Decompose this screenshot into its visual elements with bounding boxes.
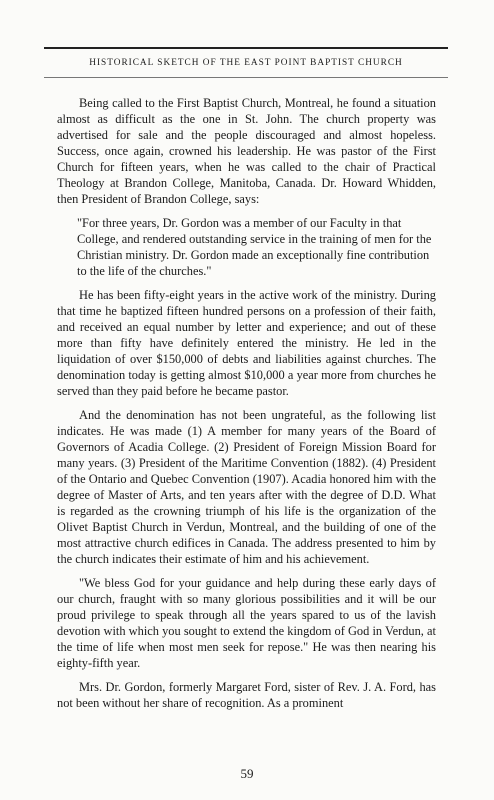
paragraph-first-baptist: Being called to the First Baptist Church, Montreal, he found a situation almost as difficult as the one in St. John. The church property was advertised for sale and the people discouraged and almost hopeless. Success, once again, crowned his leadership. He was pastor of the First Church for fifteen years, when he was called to the chair of Practical Theology at Brandon College, Manitoba, Canada. Dr. Howard Whidden, then President of Brandon College, says: <box>57 96 436 206</box>
running-header: HISTORICAL SKETCH OF THE EAST POINT BAPTIST CHURCH <box>89 58 403 68</box>
page-body <box>57 95 436 719</box>
header-top-rule <box>44 47 448 49</box>
paragraph-ministry-record: He has been fifty-eight years in the active work of the ministry. During that time he baptized fifteen hundred persons on a profession of their faith, and received an equal number by letter and experience; and out of these more than fifty have definitely entered the ministry. He led in the liquidation of over $150,000 of debts and liabilities against churches. The denomination today is getting almost $10,000 a year more from churches he served than they paid before he became pastor. <box>57 288 436 398</box>
quote-whidden: "For three years, Dr. Gordon was a member of our Faculty in that College, and rendered outstanding service in the training of men for the Christian ministry. Dr. Gordon made an exceptionally fine contribution to the life of the churches." <box>77 216 432 278</box>
page-number: 59 <box>240 766 254 781</box>
paragraph-church-address: "We bless God for your guidance and help during these early days of our church, fraught with so many glorious possibilities and it will be our proud privilege to speak through all the years spared to us of the lavish devotion with which you sought to extend the kingdom of God in Verdun, at the time of life when most men seek for repose." He was then nearing his eighty-fifth year. <box>57 576 436 670</box>
paragraph-mrs-gordon: Mrs. Dr. Gordon, formerly Margaret Ford, sister of Rev. J. A. Ford, has not been without her share of recognition. As a prominent <box>57 680 436 710</box>
paragraph-denomination-honors: And the denomination has not been ungrateful, as the following list indicates. He was made (1) A member for many years of the Board of Governors of Acadia College. (2) President of Foreign Mission Board for many years. (3) President of the Maritime Convention (1882). (4) President of the Ontario and Quebec Convention (1907). Acadia honored him with the degree of Master of Arts, and ten years after with the degree of D.D. What is regarded as the crowning triumph of his life is the organization of the Olivet Baptist Church in Verdun, Montreal, and the building of one of the most attractive church edifices in Canada. The address presented to him by the church indicates their estimate of him and his achievement. <box>57 408 436 566</box>
header-bottom-rule <box>44 77 448 78</box>
